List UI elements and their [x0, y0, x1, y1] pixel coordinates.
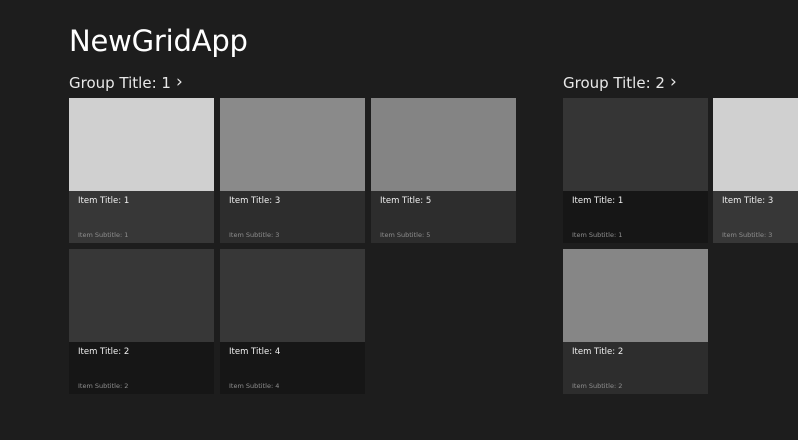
chevron-right-icon: ›: [669, 71, 677, 92]
item-title: Item Title: 1: [572, 196, 624, 206]
item-thumbnail: [69, 98, 214, 191]
grid-item[interactable]: [713, 98, 798, 243]
item-thumbnail: [220, 98, 365, 191]
item-thumbnail: [563, 98, 708, 191]
item-caption: [371, 191, 516, 243]
item-caption: [220, 191, 365, 243]
item-title: Item Title: 4: [229, 347, 281, 357]
item-caption: [220, 342, 365, 394]
item-caption: [69, 191, 214, 243]
item-subtitle: Item Subtitle: 4: [229, 382, 280, 390]
group-header-2[interactable]: [563, 72, 677, 94]
item-subtitle: Item Subtitle: 3: [229, 231, 280, 239]
grid-item[interactable]: [69, 98, 214, 243]
chevron-right-icon: ›: [175, 71, 183, 92]
item-title: Item Title: 2: [572, 347, 624, 357]
item-thumbnail: [220, 249, 365, 342]
item-title: Item Title: 5: [380, 196, 432, 206]
item-thumbnail: [563, 249, 708, 342]
item-caption: [713, 191, 798, 243]
grid-item[interactable]: [220, 98, 365, 243]
grid-item[interactable]: [220, 249, 365, 394]
group-title: Group Title: 2: [563, 74, 665, 92]
item-title: Item Title: 1: [78, 196, 130, 206]
grid-item[interactable]: [563, 249, 708, 394]
item-title: Item Title: 3: [722, 196, 774, 206]
group-header-1[interactable]: [69, 72, 183, 94]
item-subtitle: Item Subtitle: 1: [78, 231, 129, 239]
item-subtitle: Item Subtitle: 2: [572, 382, 623, 390]
item-caption: [563, 342, 708, 394]
app-title: NewGridApp: [69, 24, 248, 58]
group-title: Group Title: 1: [69, 74, 171, 92]
grid-item[interactable]: [563, 98, 708, 243]
item-subtitle: Item Subtitle: 5: [380, 231, 431, 239]
item-thumbnail: [371, 98, 516, 191]
item-caption: [563, 191, 708, 243]
item-title: Item Title: 3: [229, 196, 281, 206]
item-subtitle: Item Subtitle: 1: [572, 231, 623, 239]
grid-item[interactable]: [371, 98, 516, 243]
item-thumbnail: [69, 249, 214, 342]
item-subtitle: Item Subtitle: 2: [78, 382, 129, 390]
item-caption: [69, 342, 214, 394]
grid-item[interactable]: [69, 249, 214, 394]
item-thumbnail: [713, 98, 798, 191]
item-title: Item Title: 2: [78, 347, 130, 357]
item-subtitle: Item Subtitle: 3: [722, 231, 773, 239]
